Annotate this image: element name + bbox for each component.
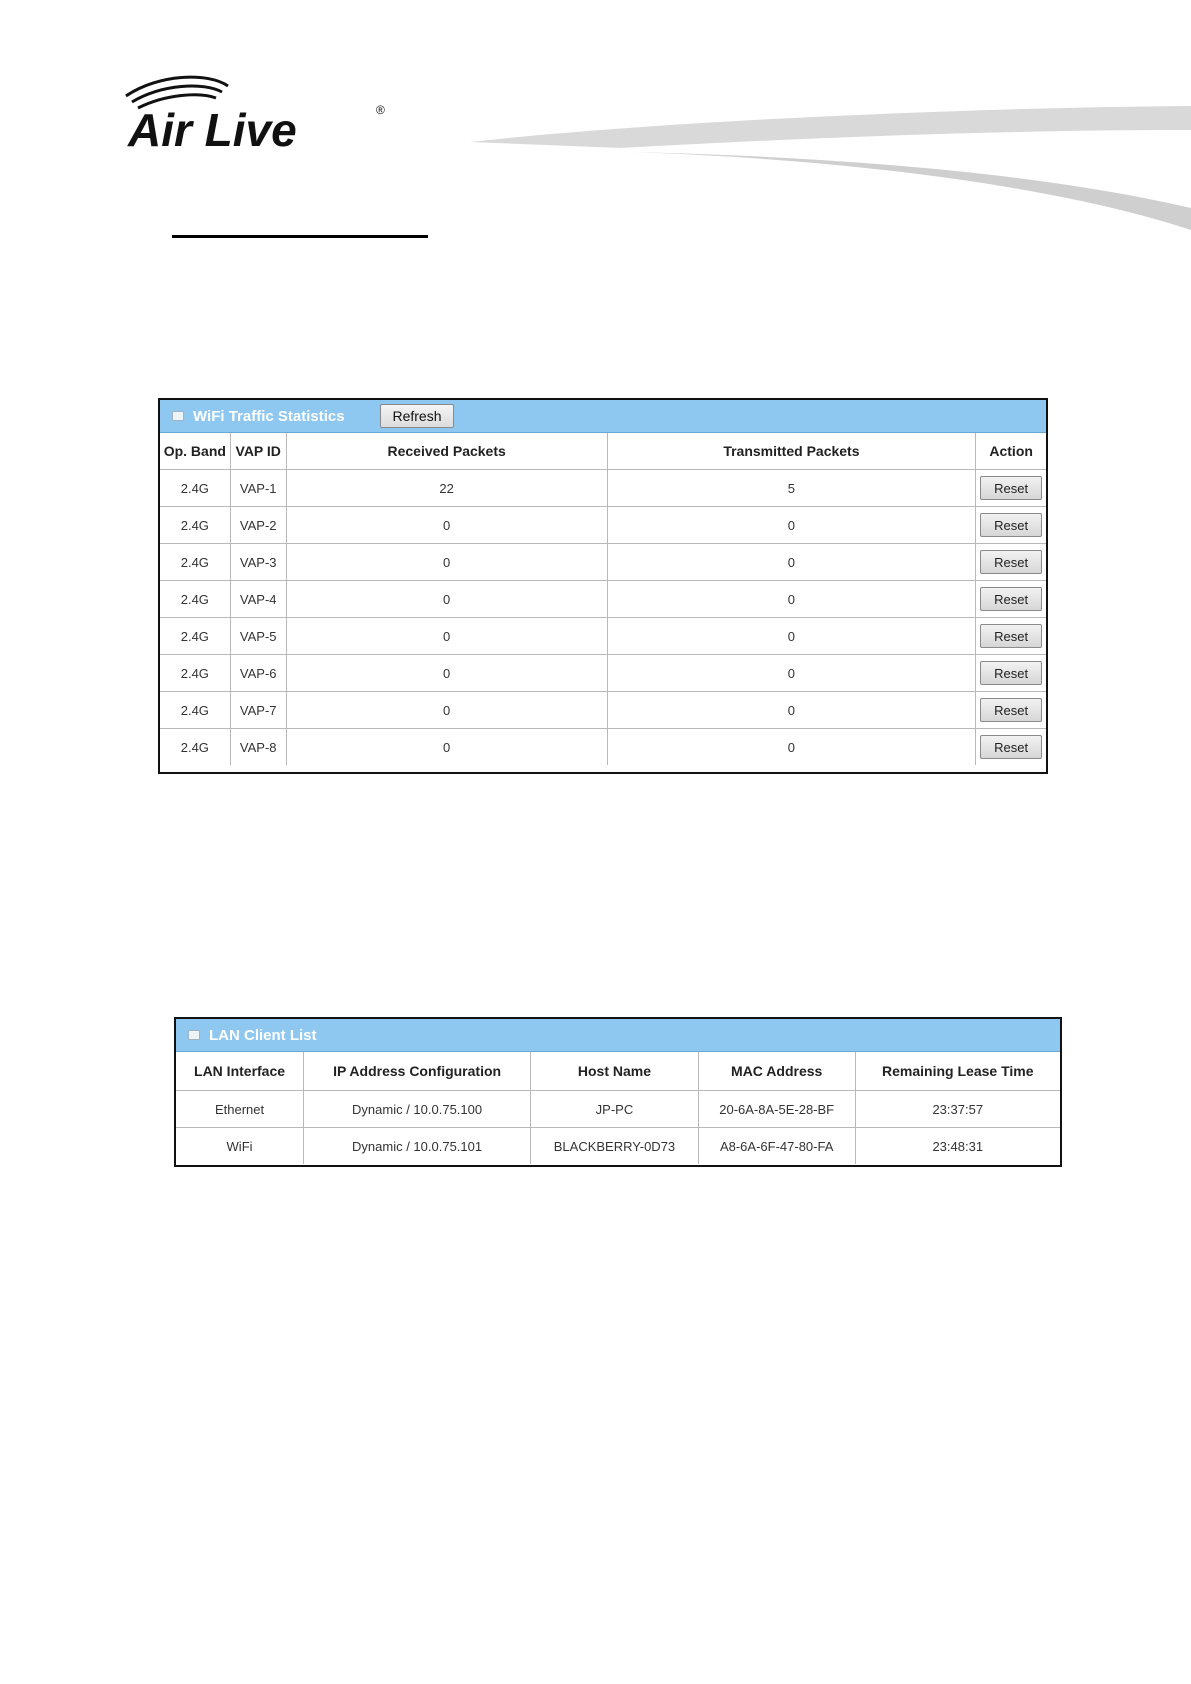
lan-panel-header — [176, 1019, 1060, 1052]
reset-button[interactable]: Reset — [980, 735, 1042, 759]
lan-interface-cell: WiFi — [176, 1128, 304, 1165]
table-row — [160, 470, 1046, 507]
reset-button[interactable]: Reset — [980, 698, 1042, 722]
table-row — [160, 692, 1046, 729]
action-cell — [976, 729, 1046, 766]
reset-button[interactable]: Reset — [980, 661, 1042, 685]
table-row — [160, 581, 1046, 618]
table-row — [160, 729, 1046, 766]
lan-interface-cell: Ethernet — [176, 1091, 304, 1128]
logo-wordmark: Air Live — [128, 104, 297, 154]
transmitted-packets-cell: 0 — [607, 655, 976, 692]
col-vap-id: VAP ID — [230, 433, 286, 470]
reset-button[interactable]: Reset — [980, 550, 1042, 574]
vap-id-cell: VAP-8 — [230, 729, 286, 766]
table-row — [176, 1128, 1060, 1165]
received-packets-cell: 0 — [286, 581, 607, 618]
op-band-cell: 2.4G — [160, 692, 230, 729]
op-band-cell: 2.4G — [160, 507, 230, 544]
op-band-cell: 2.4G — [160, 729, 230, 766]
col-ip-address-configuration: IP Address Configuration — [304, 1052, 531, 1091]
col-transmitted-packets: Transmitted Packets — [607, 433, 976, 470]
col-remaining-lease-time: Remaining Lease Time — [855, 1052, 1060, 1091]
action-cell — [976, 507, 1046, 544]
table-row — [160, 655, 1046, 692]
transmitted-packets-cell: 5 — [607, 470, 976, 507]
reset-button[interactable]: Reset — [980, 476, 1042, 500]
wifi-panel-header — [160, 400, 1046, 433]
received-packets-cell: 0 — [286, 618, 607, 655]
vap-id-cell: VAP-1 — [230, 470, 286, 507]
transmitted-packets-cell: 0 — [607, 618, 976, 655]
received-packets-cell: 22 — [286, 470, 607, 507]
refresh-button[interactable]: Refresh — [380, 404, 454, 428]
host-name-cell: BLACKBERRY-0D73 — [531, 1128, 699, 1165]
reset-button[interactable]: Reset — [980, 513, 1042, 537]
col-mac-address: MAC Address — [698, 1052, 855, 1091]
vap-id-cell: VAP-4 — [230, 581, 286, 618]
op-band-cell: 2.4G — [160, 581, 230, 618]
vap-id-cell: VAP-7 — [230, 692, 286, 729]
heading-underline — [172, 235, 428, 238]
col-action: Action — [976, 433, 1046, 470]
registered-mark: ® — [376, 103, 385, 117]
table-row — [160, 618, 1046, 655]
action-cell — [976, 470, 1046, 507]
wifi-stats-table — [160, 433, 1046, 765]
lease-time-cell: 23:48:31 — [855, 1128, 1060, 1165]
vap-id-cell: VAP-2 — [230, 507, 286, 544]
table-row — [160, 544, 1046, 581]
op-band-cell: 2.4G — [160, 470, 230, 507]
wifi-panel-title: WiFi Traffic Statistics — [193, 407, 345, 425]
mac-address-cell: A8-6A-6F-47-80-FA — [698, 1128, 855, 1165]
transmitted-packets-cell: 0 — [607, 544, 976, 581]
action-cell — [976, 655, 1046, 692]
action-cell — [976, 581, 1046, 618]
transmitted-packets-cell: 0 — [607, 507, 976, 544]
op-band-cell: 2.4G — [160, 618, 230, 655]
transmitted-packets-cell: 0 — [607, 729, 976, 766]
airlive-logo — [118, 74, 398, 154]
wifi-traffic-statistics-panel — [158, 398, 1048, 774]
decorative-swoosh — [470, 100, 1191, 240]
action-cell — [976, 692, 1046, 729]
col-received-packets: Received Packets — [286, 433, 607, 470]
lan-client-table — [176, 1052, 1060, 1164]
received-packets-cell: 0 — [286, 729, 607, 766]
ip-config-cell: Dynamic / 10.0.75.100 — [304, 1091, 531, 1128]
op-band-cell: 2.4G — [160, 544, 230, 581]
action-cell — [976, 544, 1046, 581]
vap-id-cell: VAP-6 — [230, 655, 286, 692]
received-packets-cell: 0 — [286, 507, 607, 544]
ip-config-cell: Dynamic / 10.0.75.101 — [304, 1128, 531, 1165]
table-row — [160, 507, 1046, 544]
vap-id-cell: VAP-3 — [230, 544, 286, 581]
col-host-name: Host Name — [531, 1052, 699, 1091]
col-lan-interface: LAN Interface — [176, 1052, 304, 1091]
transmitted-packets-cell: 0 — [607, 581, 976, 618]
table-row — [176, 1091, 1060, 1128]
panel-bullet-icon — [188, 1030, 200, 1040]
reset-button[interactable]: Reset — [980, 624, 1042, 648]
mac-address-cell: 20-6A-8A-5E-28-BF — [698, 1091, 855, 1128]
action-cell — [976, 618, 1046, 655]
received-packets-cell: 0 — [286, 692, 607, 729]
transmitted-packets-cell: 0 — [607, 692, 976, 729]
reset-button[interactable]: Reset — [980, 587, 1042, 611]
panel-bullet-icon — [172, 411, 184, 421]
vap-id-cell: VAP-5 — [230, 618, 286, 655]
op-band-cell: 2.4G — [160, 655, 230, 692]
col-op-band: Op. Band — [160, 433, 230, 470]
lan-panel-title: LAN Client List — [209, 1026, 317, 1044]
lease-time-cell: 23:37:57 — [855, 1091, 1060, 1128]
received-packets-cell: 0 — [286, 544, 607, 581]
received-packets-cell: 0 — [286, 655, 607, 692]
host-name-cell: JP-PC — [531, 1091, 699, 1128]
lan-client-list-panel — [174, 1017, 1062, 1167]
